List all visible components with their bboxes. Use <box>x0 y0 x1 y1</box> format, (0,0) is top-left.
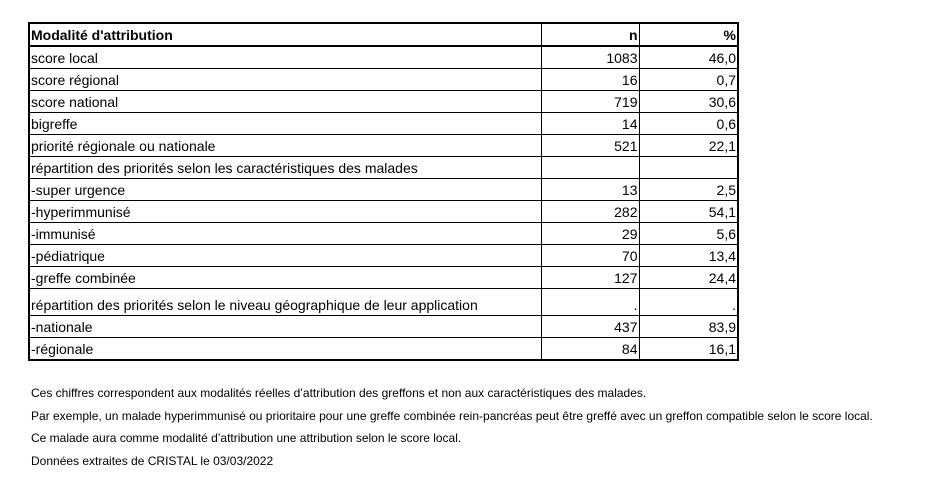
row-percent: 46,0 <box>639 46 738 69</box>
row-percent: 13,4 <box>639 245 738 267</box>
row-percent <box>639 157 738 179</box>
column-header-percent: % <box>639 23 738 46</box>
row-percent: 5,6 <box>639 223 738 245</box>
table-row <box>29 91 738 113</box>
row-label: score régional <box>29 69 541 91</box>
row-label: -greffe combinée <box>29 267 541 289</box>
row-label: -nationale <box>29 316 541 338</box>
row-count: 29 <box>541 223 639 245</box>
row-label: -super urgence <box>29 179 541 201</box>
footnotes <box>31 382 873 472</box>
table-row <box>29 267 738 289</box>
row-label: -immunisé <box>29 223 541 245</box>
row-count: 437 <box>541 316 639 338</box>
column-header-modalite: Modalité d'attribution <box>29 23 541 46</box>
row-percent: 0,7 <box>639 69 738 91</box>
table-row <box>29 69 738 91</box>
footnote-source: Données extraites de CRISTAL le 03/03/2022 <box>31 453 274 468</box>
table-row <box>29 179 738 201</box>
row-count: 282 <box>541 201 639 223</box>
column-header-n: n <box>541 23 639 46</box>
row-label: -hyperimmunisé <box>29 201 541 223</box>
footnote: Ce malade aura comme modalité d’attribution une attribution selon le score local. <box>31 431 462 445</box>
table-row <box>29 135 738 157</box>
table-section-row <box>29 157 738 179</box>
table-section-row <box>29 289 738 316</box>
row-count: 70 <box>541 245 639 267</box>
footnote: Par exemple, un malade hyperimmunisé ou prioritaire pour une greffe combinée rein-pancréas peut être greffé avec un greffon compatible selon le score local. <box>31 408 873 423</box>
row-count: 14 <box>541 113 639 135</box>
row-label: score national <box>29 91 541 113</box>
table-row <box>29 46 738 69</box>
row-percent: 22,1 <box>639 135 738 157</box>
row-label: priorité régionale ou nationale <box>29 135 541 157</box>
row-count: 719 <box>541 91 639 113</box>
row-percent: . <box>639 289 738 316</box>
table-row <box>29 245 738 267</box>
row-count: . <box>541 289 639 316</box>
row-count: 16 <box>541 69 639 91</box>
table-row <box>29 201 738 223</box>
row-count <box>541 157 639 179</box>
row-count: 13 <box>541 179 639 201</box>
row-percent: 16,1 <box>639 338 738 361</box>
section-label: répartition des priorités selon les caractéristiques des malades <box>29 157 541 179</box>
row-percent: 83,9 <box>639 316 738 338</box>
section-label: répartition des priorités selon le niveau géographique de leur application <box>29 289 541 316</box>
row-percent: 24,4 <box>639 267 738 289</box>
table-row <box>29 338 738 361</box>
footnote: Ces chiffres correspondent aux modalités réelles d’attribution des greffons et non aux caractéristiques des malades. <box>31 386 647 400</box>
row-label: bigreffe <box>29 113 541 135</box>
row-label: score local <box>29 46 541 69</box>
row-percent: 0,6 <box>639 113 738 135</box>
row-count: 84 <box>541 338 639 361</box>
table-row <box>29 113 738 135</box>
attribution-table <box>28 22 739 361</box>
row-percent: 30,6 <box>639 91 738 113</box>
table-row <box>29 316 738 338</box>
row-label: -pédiatrique <box>29 245 541 267</box>
row-percent: 54,1 <box>639 201 738 223</box>
table-row <box>29 223 738 245</box>
row-count: 521 <box>541 135 639 157</box>
row-label: -régionale <box>29 338 541 361</box>
table-header-row <box>29 23 738 46</box>
row-count: 1083 <box>541 46 639 69</box>
row-percent: 2,5 <box>639 179 738 201</box>
row-count: 127 <box>541 267 639 289</box>
